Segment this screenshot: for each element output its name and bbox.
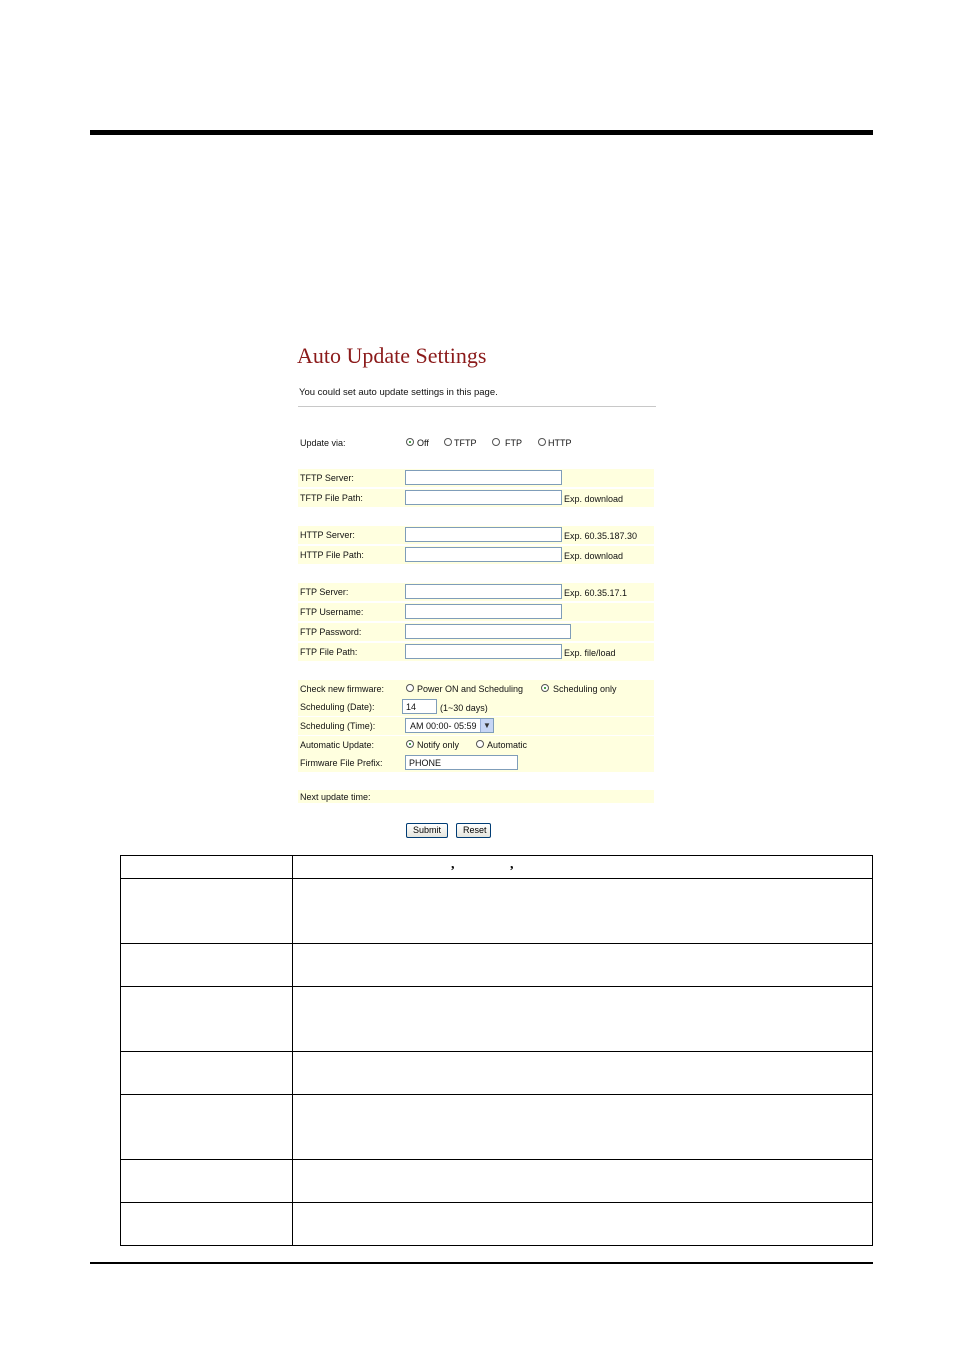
update-via-tftp-label: TFTP [454,438,477,448]
http-server-label: HTTP Server: [300,530,355,540]
tftp-file-path-input[interactable] [405,490,562,505]
table-row [121,987,873,1052]
footer-rule [90,1262,873,1264]
http-file-path-hint: Exp. download [564,551,624,561]
firmware-prefix-row [298,754,654,772]
http-server-hint: Exp. 60.35.187.30 [564,531,638,541]
notify-only-label: Notify only [417,740,460,750]
automatic-radio[interactable] [476,740,484,748]
update-via-ftp-label: FTP [505,438,522,448]
ftp-file-path-input[interactable] [405,644,562,659]
power-on-scheduling-label: Power ON and Scheduling [417,684,524,694]
header-rule [90,130,873,135]
http-file-path-row [298,546,654,564]
scheduling-only-radio[interactable] [541,684,549,692]
check-firmware-row [298,680,654,698]
scheduling-date-hint: (1~30 days) [440,703,488,713]
ftp-file-path-label: FTP File Path: [300,647,358,657]
submit-button[interactable]: Submit [406,823,448,838]
update-via-off-radio[interactable] [406,438,414,446]
table-cell [121,1160,293,1203]
firmware-prefix-label: Firmware File Prefix: [300,758,383,768]
check-firmware-label: Check new firmware: [300,684,385,694]
ftp-file-path-row [298,643,654,661]
tftp-file-path-hint: Exp. download [564,494,624,504]
ftp-username-row [298,603,654,621]
table-row [121,1095,873,1160]
tftp-server-input[interactable] [405,470,562,485]
ftp-password-label: FTP Password: [300,627,362,637]
update-via-label: Update via: [300,438,346,448]
table-row [121,1203,873,1246]
ftp-password-input[interactable] [405,624,571,639]
notify-only-radio[interactable] [406,740,414,748]
ftp-username-label: FTP Username: [300,607,364,617]
tftp-file-path-label: TFTP File Path: [300,493,363,503]
scheduling-time-select[interactable] [405,718,494,733]
ftp-file-path-hint: Exp. file/load [564,648,616,658]
http-file-path-label: HTTP File Path: [300,550,364,560]
table-cell [293,879,873,944]
automatic-update-row [298,736,654,754]
table-cell [293,856,873,879]
title-divider [298,406,656,407]
table-cell [121,987,293,1052]
scheduling-date-label: Scheduling (Date): [300,702,375,712]
ftp-username-input[interactable] [405,604,562,619]
table-row [121,879,873,944]
table-cell [121,856,293,879]
ftp-password-row [298,623,654,641]
auto-update-screenshot [296,340,658,845]
scheduling-date-row [298,698,654,716]
update-via-http-radio[interactable] [538,438,546,446]
table-row [121,1160,873,1203]
update-via-tftp-radio[interactable] [444,438,452,446]
page-subtitle: You could set auto update settings in this page. [299,387,498,398]
table-cell [293,1095,873,1160]
table-cell [121,1052,293,1095]
table-cell [121,944,293,987]
table-cell [293,1160,873,1203]
table-cell [293,1052,873,1095]
ftp-server-input[interactable] [405,584,562,599]
description-table [120,855,873,1246]
http-server-input[interactable] [405,527,562,542]
automatic-label: Automatic [487,740,528,750]
ftp-server-row [298,583,654,601]
table-row [121,856,873,879]
update-via-http-label: HTTP [548,438,572,448]
http-file-path-input[interactable] [405,547,562,562]
power-on-scheduling-radio[interactable] [406,684,414,692]
scheduling-time-value: AM 00:00- 05:59 [410,721,477,731]
firmware-prefix-input[interactable]: PHONE [405,755,518,770]
table-cell [121,1203,293,1246]
chevron-down-icon[interactable]: ▼ [480,719,493,732]
http-server-row [298,526,654,544]
table-cell [121,879,293,944]
next-update-label: Next update time: [300,792,371,802]
automatic-update-label: Automatic Update: [300,740,375,750]
update-via-ftp-radio[interactable] [492,438,500,446]
header-separator: , [510,857,514,872]
scheduling-time-label: Scheduling (Time): [300,721,376,731]
table-cell [293,1203,873,1246]
table-cell [121,1095,293,1160]
scheduling-only-label: Scheduling only [553,684,617,694]
update-via-row [298,434,654,452]
tftp-file-path-row [298,489,654,507]
tftp-server-label: TFTP Server: [300,473,354,483]
table-cell [293,987,873,1052]
update-via-off-label: Off [417,438,429,448]
ftp-server-label: FTP Server: [300,587,349,597]
table-row [121,944,873,987]
scheduling-date-input[interactable]: 14 [402,699,437,714]
ftp-server-hint: Exp. 60.35.17.1 [564,588,628,598]
tftp-server-row [298,469,654,487]
next-update-row [298,790,654,803]
scheduling-time-row [298,717,654,735]
table-row [121,1052,873,1095]
header-separator: , [451,857,455,872]
reset-button[interactable]: Reset [456,823,491,838]
table-cell [293,944,873,987]
page-title: Auto Update Settings [297,343,487,368]
